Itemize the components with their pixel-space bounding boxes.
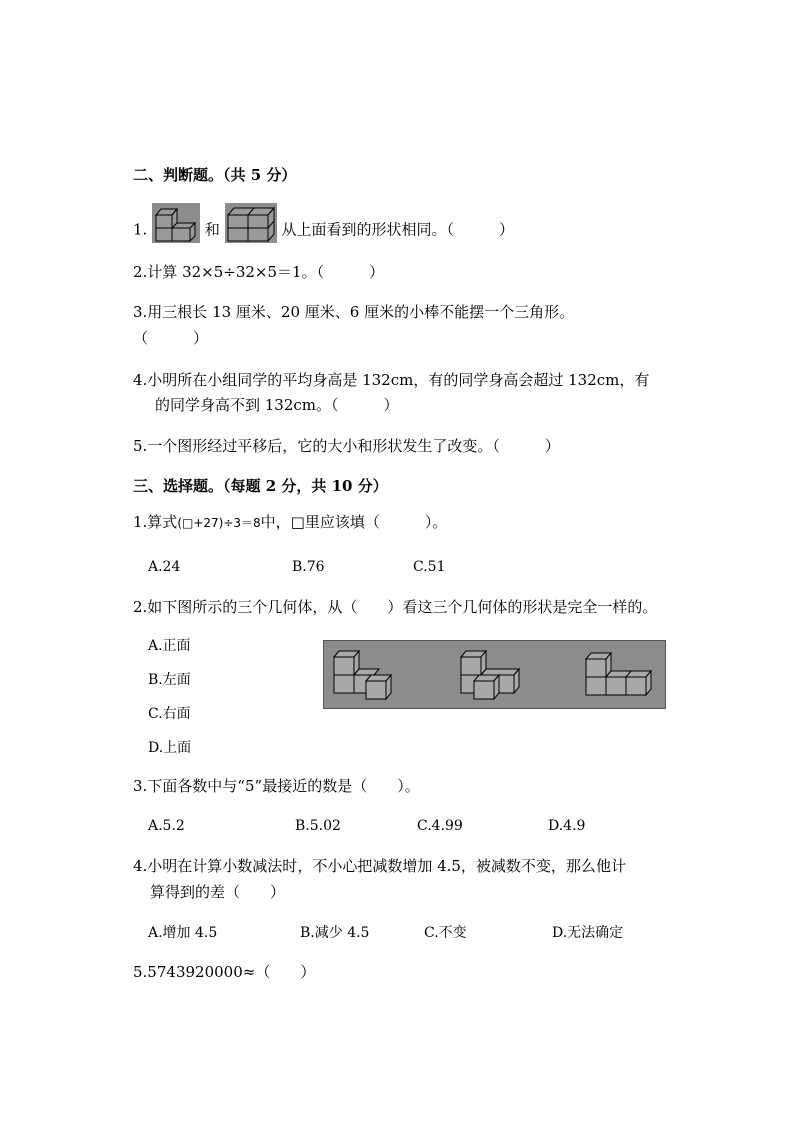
choice-q1-formula: (□+27)÷3＝8	[177, 516, 261, 530]
choice-q1-suffix: 中，□里应该填（ ）。	[260, 513, 448, 531]
choice-q3-option-c[interactable]: C.4.99	[417, 818, 463, 834]
judge-q3-line1: 3.用三根长 13 厘米、20 厘米、6 厘米的小棒不能摆一个三角形。	[133, 303, 575, 321]
choice-q2-option-b[interactable]: B.左面	[148, 672, 191, 688]
judge-q1-text: 从上面看到的形状相同。（ ）	[281, 220, 514, 239]
judge-q4-line2: 的同学身高不到 132cm。（ ）	[155, 396, 399, 414]
judge-q1	[133, 203, 514, 258]
choice-q4-line1: 4.小明在计算小数减法时，不小心把减数增加 4.5，被减数不变，那么他计	[133, 857, 626, 875]
section3-heading: 三、选择题。（每题 2 分，共 10 分）	[133, 477, 388, 495]
choice-q2-option-c[interactable]: C.右面	[148, 706, 191, 722]
judge-q3-line2: （ ）	[133, 329, 209, 347]
choice-q1	[133, 512, 447, 533]
choice-q2: 2.如下图所示的三个几何体，从（ ）看这三个几何体的形状是完全一样的。	[133, 598, 658, 616]
choice-q4-line2: 算得到的差（ ）	[150, 883, 286, 901]
judge-q4-line1: 4.小明所在小组同学的平均身高是 132cm，有的同学身高会超过 132cm，有	[133, 371, 650, 389]
choice-q1-option-c[interactable]: C.51	[413, 559, 446, 575]
choice-q2-option-a[interactable]: A.正面	[148, 638, 191, 654]
choice-q3-option-b[interactable]: B.5.02	[295, 818, 341, 834]
judge-q5: 5.一个图形经过平移后，它的大小和形状发生了改变。（ ）	[133, 437, 560, 455]
section2-heading: 二、判断题。（共 5 分）	[133, 166, 297, 184]
judge-q1-and: 和	[204, 220, 220, 239]
choice-q4-option-d[interactable]: D.无法确定	[552, 925, 624, 941]
cube-figure-l-shape-icon	[152, 203, 200, 258]
choice-q2-option-d[interactable]: D.上面	[148, 740, 192, 756]
choice-q3-option-a[interactable]: A.5.2	[148, 818, 185, 834]
choice-q1-prefix: 1.算式	[133, 513, 178, 531]
choice-q4-option-c[interactable]: C.不变	[424, 925, 467, 941]
choice-q4-option-b[interactable]: B.减少 4.5	[300, 925, 370, 941]
choice-q3: 3.下面各数中与“5”最接近的数是（ ）。	[133, 777, 420, 795]
judge-q1-number: 1.	[133, 220, 148, 239]
choice-q4-option-a[interactable]: A.增加 4.5	[148, 925, 218, 941]
choice-q1-option-b[interactable]: B.76	[292, 559, 325, 575]
cube-solids-icon	[324, 641, 665, 708]
choice-q5: 5.5743920000≈（ ）	[133, 963, 316, 981]
choice-q3-option-d[interactable]: D.4.9	[548, 818, 586, 834]
choice-q1-option-a[interactable]: A.24	[148, 559, 181, 575]
judge-q2: 2.计算 32×5÷32×5＝1。（ ）	[133, 263, 385, 281]
three-solids-figure	[323, 640, 666, 709]
cube-figure-block-icon	[225, 203, 277, 258]
